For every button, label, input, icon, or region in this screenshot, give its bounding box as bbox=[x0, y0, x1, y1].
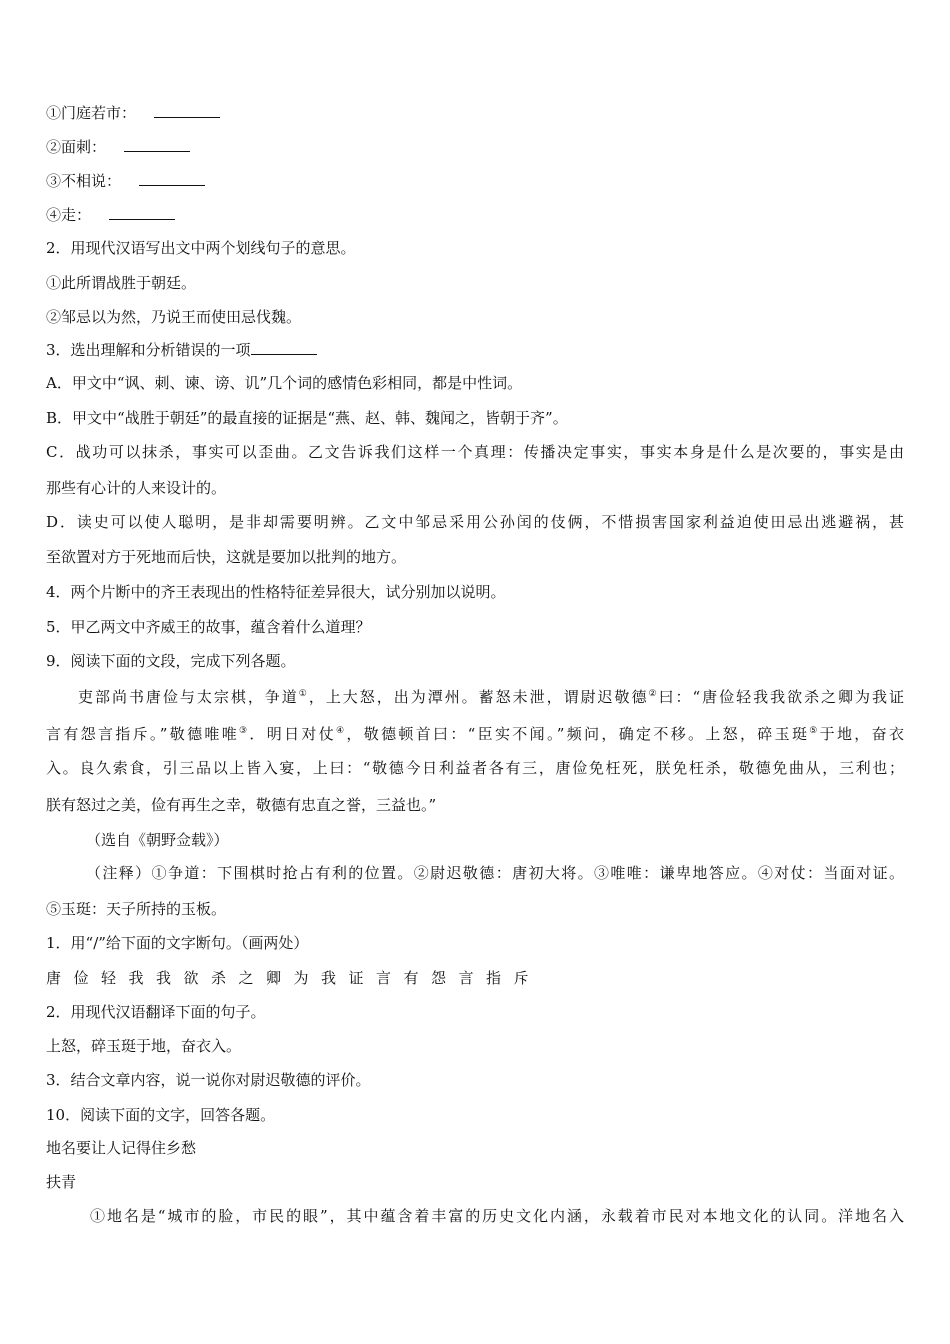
article-title: 地名要让人记得住乡愁 bbox=[46, 1139, 197, 1157]
item-label: ②面刺： bbox=[46, 138, 107, 156]
footnote-ref: ① bbox=[298, 689, 309, 699]
q9-sub2-text: 上怒，碎玉珽于地，奋衣入。 bbox=[46, 1037, 242, 1055]
passage-line-4: 朕有怒过之美，俭有再生之幸，敬德有忠直之誉，三益也。” bbox=[46, 796, 437, 814]
q1-item-1 bbox=[46, 103, 220, 123]
q3-option-d-line1: D．读史可以使人聪明，是非却需要明辨。乙文中邹忌采用公孙闰的伎俩，不惜损害国家利益迫使田忌出逃避祸，甚 bbox=[46, 513, 904, 531]
passage-line-1 bbox=[78, 684, 904, 707]
q3-option-a: A．甲文中“讽、刺、谏、谤、讥”几个词的感情色彩相同，都是中性词。 bbox=[46, 374, 523, 392]
q9-sub1: 1．用“/”给下面的文字断句。（画两处） bbox=[46, 934, 309, 952]
q9-sub1-text: 唐俭轻我我欲杀之卿为我证言有怨言指斥 bbox=[46, 969, 542, 987]
q3-option-c-line2: 那些有心计的人来设计的。 bbox=[46, 479, 227, 497]
q4: 4．两个片断中的齐王表现出的性格特征差异很大，试分别加以说明。 bbox=[46, 583, 506, 601]
answer-blank[interactable] bbox=[124, 137, 190, 152]
q1-item-3 bbox=[46, 171, 205, 191]
item-label: ④走： bbox=[46, 206, 92, 224]
article-paragraph-1: ①地名是“城市的脸，市民的眼”，其中蕴含着丰富的历史文化内涵，永载着市民对本地文化的认同。洋地名入 bbox=[90, 1207, 904, 1225]
q2-sentence-1: ①此所谓战胜于朝廷。 bbox=[46, 274, 197, 292]
item-label: ①门庭若市： bbox=[46, 104, 137, 122]
footnote-ref: ③ bbox=[239, 726, 250, 736]
q1-item-2 bbox=[46, 137, 190, 157]
footnote-ref: ④ bbox=[336, 726, 347, 736]
item-label: ③不相说： bbox=[46, 172, 122, 190]
q5: 5．甲乙两文中齐威王的故事，蕴含着什么道理？ bbox=[46, 618, 371, 636]
passage-source: （选自《朝野佥载》） bbox=[86, 831, 229, 849]
text: ．明日对仗 bbox=[249, 725, 337, 743]
passage-line-3: 入。良久索食，引三品以上皆入宴，上曰：“敬德今日利益者各有三，唐俭免枉死，朕免枉杀，敬德免曲从，三利也； bbox=[46, 759, 904, 777]
q3-option-b: B．甲文中“战胜于朝廷”的最直接的证据是“燕、赵、韩、魏闻之，皆朝于齐”。 bbox=[46, 409, 568, 427]
text: 吏部尚书唐俭与太宗棋，争道 bbox=[78, 688, 299, 706]
answer-blank[interactable] bbox=[154, 103, 220, 118]
q9-sub2: 2．用现代汉语翻译下面的句子。 bbox=[46, 1003, 266, 1021]
text: ，敬德顿首曰：“臣实不闻。”频问，确定不移。上怒，碎玉珽 bbox=[346, 725, 810, 743]
q3-title bbox=[46, 340, 317, 360]
q9-title: 9．阅读下面的文段，完成下列各题。 bbox=[46, 652, 296, 670]
answer-blank[interactable] bbox=[139, 171, 205, 186]
q3-title-text: 3．选出理解和分析错误的一项 bbox=[46, 341, 251, 359]
q2-title: 2．用现代汉语写出文中两个划线句子的意思。 bbox=[46, 239, 356, 257]
passage-notes-line2: ⑤玉珽：天子所持的玉板。 bbox=[46, 900, 227, 918]
passage-notes-line1: （注释）①争道：下围棋时抢占有利的位置。②尉迟敬德：唐初大将。③唯唯：谦卑地答应。④对仗：当面对证。 bbox=[86, 864, 904, 882]
footnote-ref: ⑤ bbox=[809, 726, 820, 736]
footnote-ref: ② bbox=[648, 689, 659, 699]
text: ，上大怒，出为潭州。蓄怒未泄，谓尉迟敬德 bbox=[308, 688, 649, 706]
q3-option-d-line2: 至欲置对方于死地而后快，这就是要加以批判的地方。 bbox=[46, 548, 407, 566]
article-author: 扶青 bbox=[46, 1173, 77, 1191]
text: 言有怨言指斥。”敬德唯唯 bbox=[46, 725, 240, 743]
q10-title: 10．阅读下面的文字，回答各题。 bbox=[46, 1106, 276, 1124]
text: 曰：“唐俭轻我我欲杀之卿为我证 bbox=[658, 688, 904, 706]
answer-blank[interactable] bbox=[251, 340, 317, 355]
q3-option-c-line1: C．战功可以抹杀，事实可以歪曲。乙文告诉我们这样一个真理：传播决定事实，事实本身是什么是次要的，事实是由 bbox=[46, 443, 904, 461]
answer-blank[interactable] bbox=[109, 205, 175, 220]
text: 于地，奋衣 bbox=[819, 725, 904, 743]
q2-sentence-2: ②邹忌以为然，乃说王而使田忌伐魏。 bbox=[46, 308, 302, 326]
passage-line-2 bbox=[46, 721, 904, 744]
q1-item-4 bbox=[46, 205, 175, 225]
q9-sub3: 3．结合文章内容，说一说你对尉迟敬德的评价。 bbox=[46, 1071, 371, 1089]
